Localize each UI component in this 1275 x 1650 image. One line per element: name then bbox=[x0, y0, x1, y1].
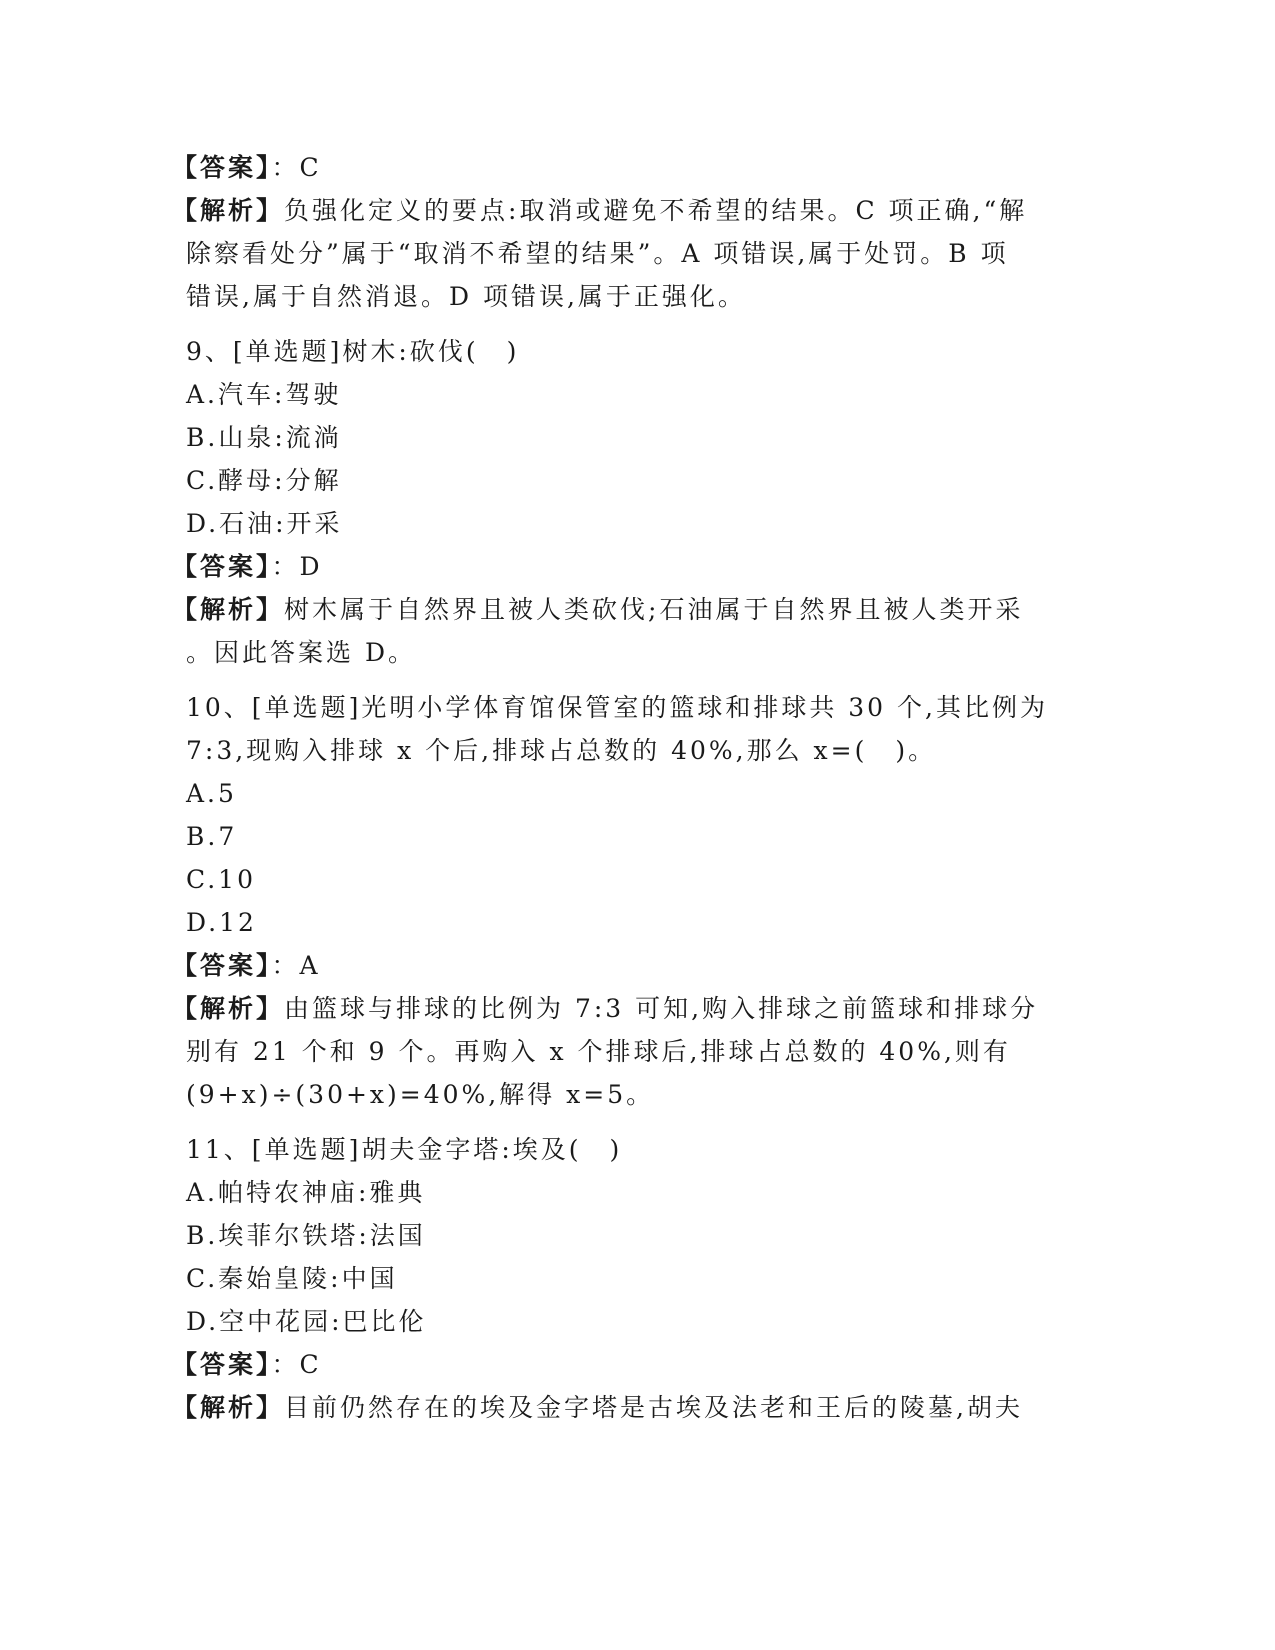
analysis-tag: 【解析】 bbox=[172, 1393, 285, 1422]
option-b: B.7 bbox=[186, 822, 238, 851]
answer-line bbox=[172, 944, 1086, 987]
document-page bbox=[172, 146, 1086, 1429]
question-11-block bbox=[172, 1128, 1086, 1429]
answer-line bbox=[172, 146, 1086, 189]
answer-value: ：A bbox=[271, 951, 321, 980]
analysis-text: 由篮球与排球的比例为 7:3 可知,购入排球之前篮球和排球分 bbox=[284, 994, 1039, 1023]
analysis-line bbox=[172, 1386, 1086, 1429]
question-8-block bbox=[172, 146, 1086, 318]
option-c: C.秦始皇陵:中国 bbox=[186, 1264, 398, 1293]
analysis-text: 树木属于自然界且被人类砍伐;石油属于自然界且被人类开采 bbox=[284, 595, 1024, 624]
answer-line bbox=[172, 1343, 1086, 1386]
answer-tag: 【答案】 bbox=[172, 552, 272, 581]
answer-value: ：D bbox=[271, 552, 323, 581]
question-title: 9、[单选题]树木:砍伐( ) bbox=[186, 337, 520, 366]
option-b: B.山泉:流淌 bbox=[186, 423, 342, 452]
analysis-text: 除察看处分”属于“取消不希望的结果”。A 项错误,属于处罚。B 项 bbox=[186, 239, 1009, 268]
question-title: 10、[单选题]光明小学体育馆保管室的篮球和排球共 30 个,其比例为 bbox=[186, 693, 1048, 722]
answer-value: ：C bbox=[271, 153, 322, 182]
option-d: D.12 bbox=[186, 908, 257, 937]
option-d: D.石油:开采 bbox=[186, 509, 343, 538]
option-b: B.埃菲尔铁塔:法国 bbox=[186, 1221, 426, 1250]
question-title: 11、[单选题]胡夫金字塔:埃及( ) bbox=[186, 1135, 623, 1164]
answer-tag: 【答案】 bbox=[172, 153, 272, 182]
analysis-line bbox=[172, 189, 1086, 232]
answer-line bbox=[172, 545, 1086, 588]
analysis-text: 负强化定义的要点:取消或避免不希望的结果。C 项正确,“解 bbox=[284, 196, 1028, 225]
analysis-line bbox=[172, 588, 1086, 631]
analysis-tag: 【解析】 bbox=[172, 595, 285, 624]
analysis-text: 目前仍然存在的埃及金字塔是古埃及法老和王后的陵墓,胡夫 bbox=[284, 1393, 1023, 1422]
question-9-block bbox=[172, 330, 1086, 674]
option-d: D.空中花园:巴比伦 bbox=[186, 1307, 427, 1336]
analysis-text: 错误,属于自然消退。D 项错误,属于正强化。 bbox=[186, 282, 746, 311]
answer-tag: 【答案】 bbox=[172, 951, 272, 980]
analysis-tag: 【解析】 bbox=[172, 196, 285, 225]
option-c: C.酵母:分解 bbox=[186, 466, 342, 495]
analysis-line bbox=[172, 987, 1086, 1030]
answer-value: ：C bbox=[271, 1350, 322, 1379]
question-10-block bbox=[172, 686, 1086, 1116]
option-c: C.10 bbox=[186, 865, 256, 894]
option-a: A.汽车:驾驶 bbox=[186, 380, 342, 409]
analysis-tag: 【解析】 bbox=[172, 994, 285, 1023]
answer-tag: 【答案】 bbox=[172, 1350, 272, 1379]
analysis-text: 别有 21 个和 9 个。再购入 x 个排球后,排球占总数的 40%,则有 bbox=[186, 1037, 1011, 1066]
option-a: A.5 bbox=[186, 779, 237, 808]
question-title-cont: 7:3,现购入排球 x 个后,排球占总数的 40%,那么 x=( )。 bbox=[186, 736, 937, 765]
option-a: A.帕特农神庙:雅典 bbox=[186, 1178, 426, 1207]
analysis-text: (9+x)÷(30+x)=40%,解得 x=5。 bbox=[186, 1080, 655, 1109]
analysis-text: 。因此答案选 D。 bbox=[186, 638, 416, 667]
